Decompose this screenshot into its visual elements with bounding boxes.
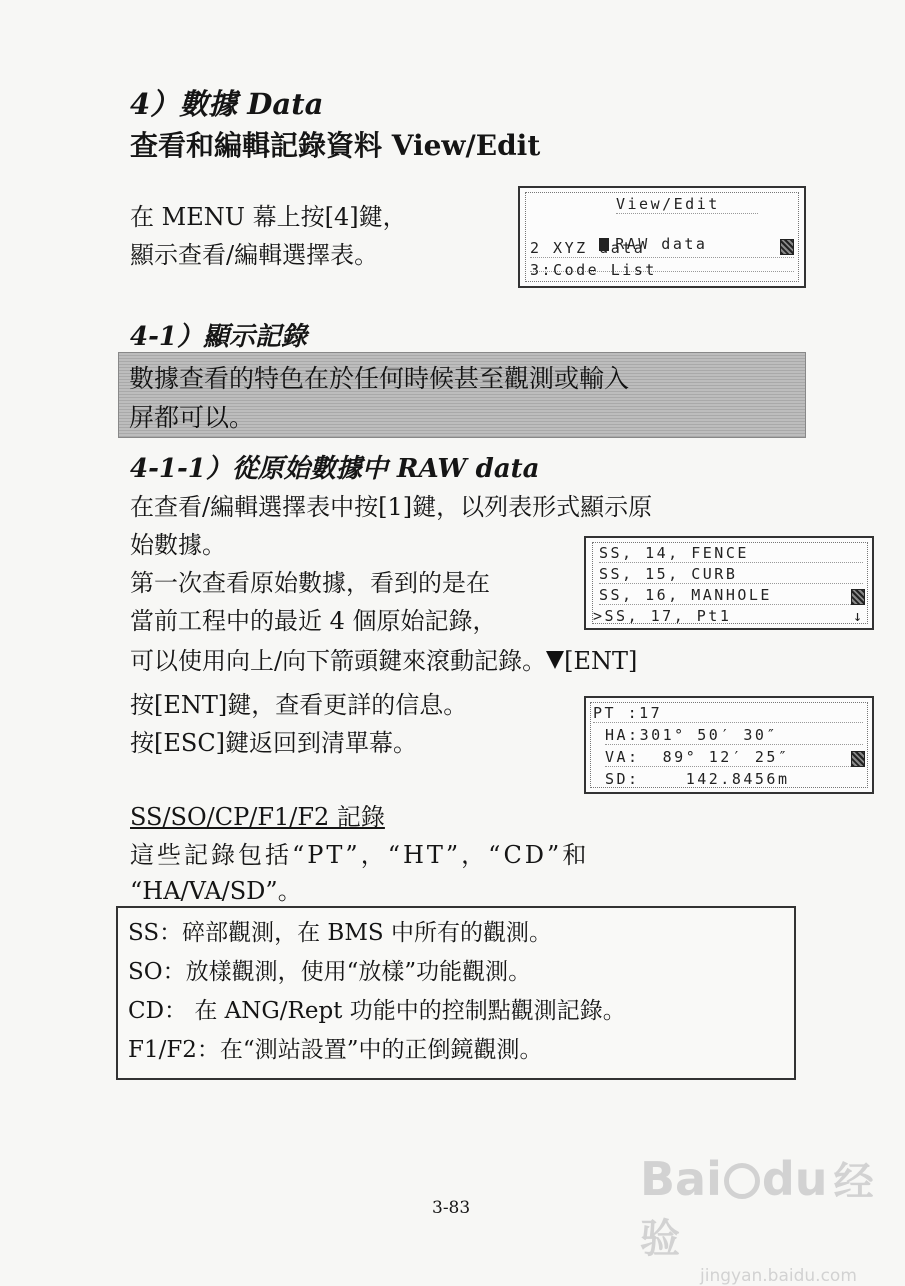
raw-text-line-5-label: 可以使用向上/向下箭頭鍵來滾動記錄。 [130, 647, 547, 675]
lcd-raw-row: SS, 16, MANHOLE [599, 586, 863, 605]
paw-logo-icon [724, 1163, 760, 1199]
intro-line-2: 顯示查看/編輯選擇表。 [130, 241, 379, 269]
baidu-watermark [640, 1150, 905, 1286]
definition-ss: SS：碎部觀測，在 BMS 中所有的觀測。 [128, 920, 552, 946]
raw-text-line-7: 按[ESC]鍵返回到清單幕。 [130, 729, 418, 757]
lcd-menu-item-xyz: 2 XYZ data [530, 239, 794, 258]
lcd-detail-sd: SD: 142.8456m [605, 770, 790, 788]
definition-cd: CD： 在 ANG/Rept 功能中的控制點觀測記錄。 [128, 998, 626, 1024]
intro-line-1: 在 MENU 幕上按[4]鍵， [130, 203, 407, 231]
definition-so: SO：放樣觀測，使用“放樣”功能觀測。 [128, 959, 532, 985]
lcd-raw-row: SS, 15, CURB [599, 565, 863, 584]
page-number: 3-83 [432, 1198, 471, 1218]
section-heading-4-1-1: 4-1-1）從原始數據中 RAW data [130, 454, 540, 484]
records-heading: SS/SO/CP/F1/F2 記錄 [130, 803, 385, 831]
section-heading-data: 4）數據 Data [130, 87, 324, 121]
lcd-frame [525, 192, 799, 282]
records-line-2: “HA/VA/SD”。 [130, 877, 302, 905]
raw-text-line-4: 當前工程中的最近 4 個原始記錄， [130, 607, 497, 635]
lcd-raw-list [584, 536, 874, 630]
lcd-menu-item-raw-label: RAW data [615, 235, 708, 253]
definition-f1f2: F1/F2：在“測站設置”中的正倒鏡觀測。 [128, 1037, 543, 1063]
raw-text-line-5 [130, 642, 637, 680]
section-heading-4-1: 4-1）顯示記錄 [130, 322, 307, 352]
lcd-view-edit-menu [518, 186, 806, 288]
raw-text-line-1: 在查看/編輯選擇表中按[1]鍵，以列表形式顯示原 [130, 493, 653, 521]
lcd-raw-row-selected: >SS, 17, Pt1 [593, 607, 732, 625]
battery-icon [780, 239, 794, 255]
watermark-url: jingyan.baidu.com [700, 1266, 857, 1286]
lcd-detail-ha: HA:301° 50′ 30″ [605, 726, 863, 745]
records-line-1: 這些記錄包括“PT”，“HT”，“CD”和 [130, 841, 590, 869]
subheading-view-edit: 查看和編輯記錄資料 View/Edit [130, 129, 541, 162]
down-triangle-icon [546, 651, 564, 669]
lcd-menu-title: View/Edit [616, 195, 758, 214]
note-line-1: 數據查看的特色在於任何時候甚至觀測或輸入 [129, 364, 630, 393]
lcd-detail-va: VA: 89° 12′ 25″ [605, 748, 863, 767]
watermark-brand: Bai [640, 1152, 722, 1206]
definitions-box [116, 906, 796, 1080]
raw-text-line-2: 始數據。 [130, 531, 226, 559]
lcd-menu-item-code: 3:Code List [530, 261, 657, 279]
lcd-frame [592, 542, 868, 624]
lcd-frame [590, 702, 868, 788]
watermark-brand-2: du [761, 1152, 828, 1206]
raw-text-line-6: 按[ENT]鍵，查看更詳的信息。 [130, 691, 468, 719]
raw-text-line-3: 第一次查看原始數據，看到的是在 [130, 569, 490, 597]
watermark-cn: 经验 [640, 1159, 874, 1262]
note-line-2: 屏都可以。 [129, 403, 255, 432]
battery-icon [851, 751, 865, 767]
battery-icon [851, 589, 865, 605]
lcd-detail-pt: PT :17 [593, 704, 863, 723]
ent-key-label: [ENT] [564, 647, 638, 675]
scroll-down-arrow-icon: ↓ [852, 607, 862, 625]
lcd-point-detail [584, 696, 874, 794]
note-banner [118, 352, 806, 438]
lcd-raw-row: SS, 14, FENCE [599, 544, 863, 563]
